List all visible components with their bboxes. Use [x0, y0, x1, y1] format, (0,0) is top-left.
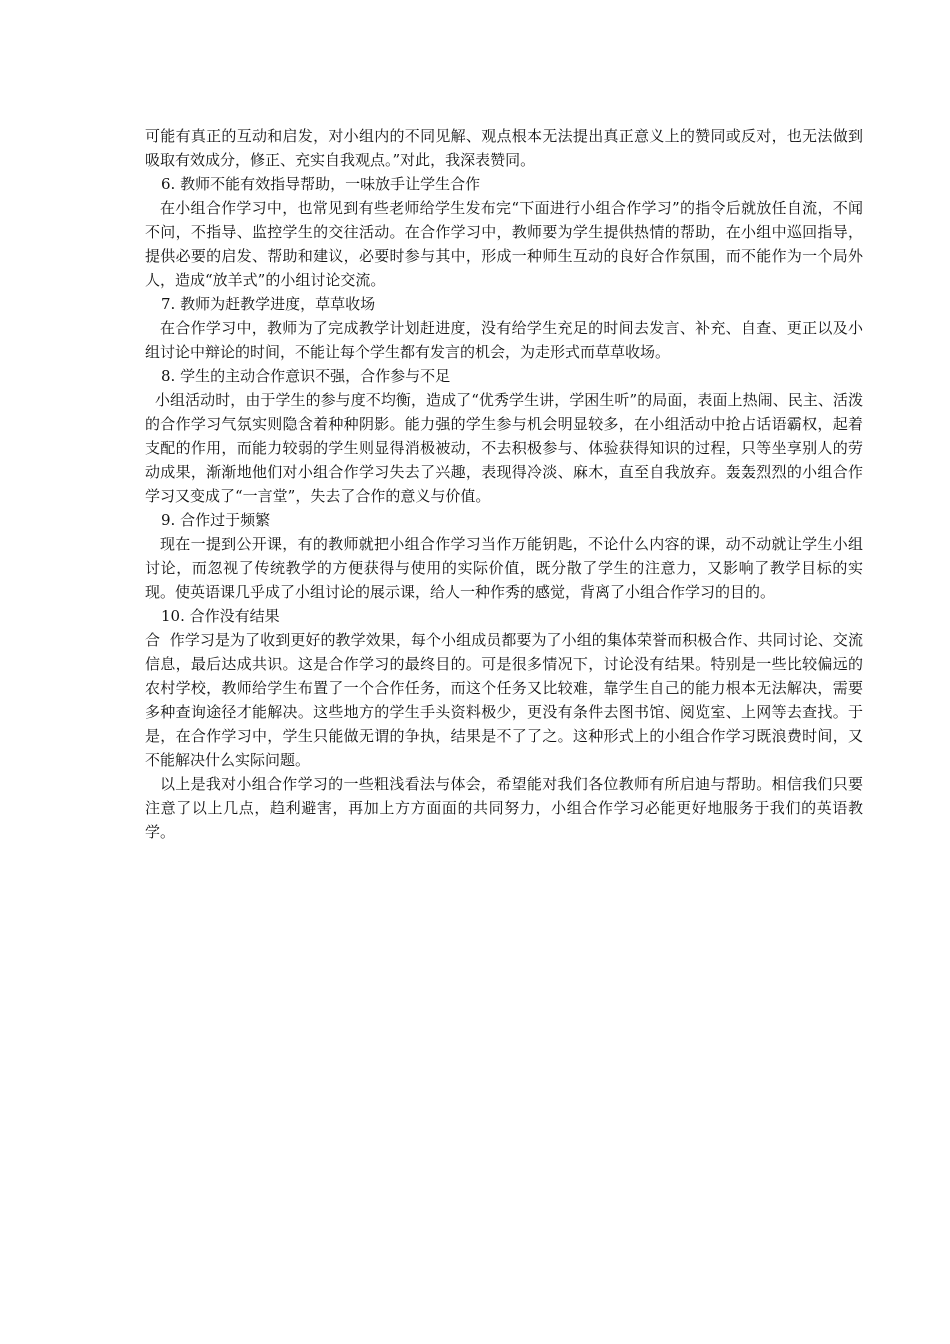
paragraph-section-8: 小组活动时，由于学生的参与度不均衡，造成了“优秀学生讲，学困生听”的局面，表面上热闹、民主、活泼的合作学习气氛实则隐含着种种阴影。能力强的学生参与机会明显较多，在小组活动中抢占话语霸权，起着支配的作用，而能力较弱的学生则显得消极被动，不去积极参与、体验获得知识的过程，只等坐享别人的劳动成果，渐渐地他们对小组合作学习失去了兴趣，表现得冷淡、麻木，直至自我放弃。轰轰烈烈的小组合作学习又变成了“一言堂”，失去了合作的意义与价值。 [145, 391, 863, 505]
paragraph-section-10: 合 作学习是为了收到更好的教学效果，每个小组成员都要为了小组的集体荣誉而积极合作、共同讨论、交流信息，最后达成共识。这是合作学习的最终目的。可是很多情况下，讨论没有结果。特别是一些比较偏远的农村学校，教师给学生布置了一个合作任务，而这个任务又比较难，靠学生自己的能力根本无法解决，需要多种查询途径才能解决。这些地方的学生手头资料极少，更没有条件去图书馆、阅览室、上网等去查找。于是，在合作学习中，学生只能做无谓的争执，结果是不了了之。这种形式上的小组合作学习既浪费时间，又不能解决什么实际问题。 [145, 631, 863, 769]
section-heading-8: 8. 学生的主动合作意识不强，合作参与不足 [161, 367, 451, 385]
section-heading-9: 9. 合作过于频繁 [161, 511, 271, 529]
paragraph-section-9: 现在一提到公开课，有的教师就把小组合作学习当作万能钥匙，不论什么内容的课，动不动就让学生小组讨论，而忽视了传统教学的方便获得与使用的实际价值，既分散了学生的注意力，又影响了教学目标的实现。使英语课几乎成了小组讨论的展示课，给人一种作秀的感觉，背离了小组合作学习的目的。 [145, 535, 863, 601]
paragraph-section-7: 在合作学习中，教师为了完成教学计划赶进度，没有给学生充足的时间去发言、补充、自查、更正以及小组讨论中辩论的时间，不能让每个学生都有发言的机会，为走形式而草草收场。 [145, 319, 863, 361]
section-heading-10: 10. 合作没有结果 [161, 607, 280, 625]
document-body [145, 124, 863, 844]
section-heading-7: 7. 教师为赶教学进度，草草收场 [161, 295, 376, 313]
paragraph-section-6: 在小组合作学习中，也常见到有些老师给学生发布完“下面进行小组合作学习”的指令后就放任自流，不闻不问，不指导、监控学生的交往活动。在合作学习中，教师要为学生提供热情的帮助，在小组中巡回指导，提供必要的启发、帮助和建议，必要时参与其中，形成一种师生互动的良好合作氛围，而不能作为一个局外人，造成“放羊式”的小组讨论交流。 [145, 199, 863, 289]
section-heading-6: 6. 教师不能有效指导帮助，一味放手让学生合作 [161, 175, 481, 193]
paragraph-conclusion: 以上是我对小组合作学习的一些粗浅看法与体会，希望能对我们各位教师有所启迪与帮助。相信我们只要注意了以上几点，趋利避害，再加上方方面面的共同努力，小组合作学习必能更好地服务于我们的英语教学。 [145, 775, 863, 841]
paragraph-continuation: 可能有真正的互动和启发，对小组内的不同见解、观点根本无法提出真正意义上的赞同或反对，也无法做到吸取有效成分，修正、充实自我观点。”对此，我深表赞同。 [145, 127, 863, 169]
